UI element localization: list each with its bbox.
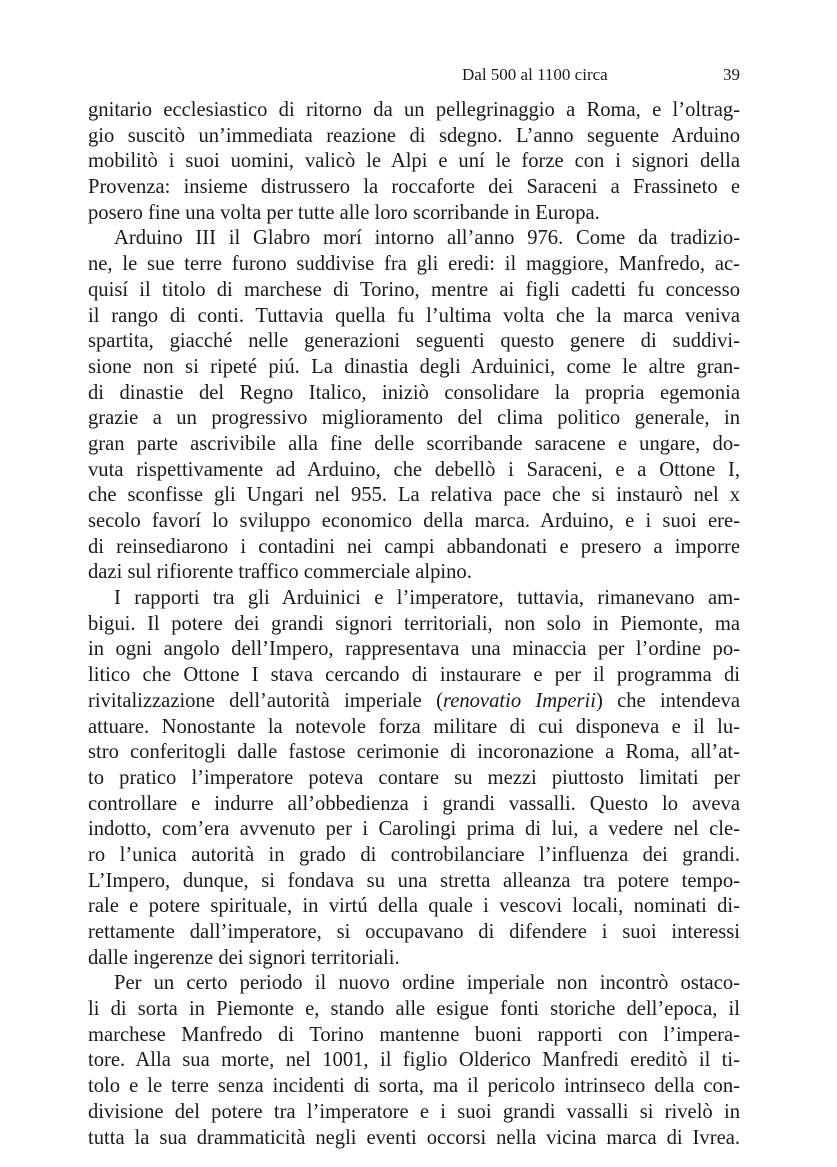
text-line: [88, 1074, 740, 1100]
text-line-segment: li di sorta in Piemonte e, stando alle esigue fonti storiche dell’epoca, il: [88, 998, 740, 1021]
text-line: [88, 201, 740, 227]
text-line-segment: di reinsediarono i contadini nei campi abbandonati e presero a imporre: [88, 535, 740, 558]
text-line: [88, 458, 740, 484]
text-line: [88, 946, 740, 972]
text-line: [88, 740, 740, 766]
text-line-segment: grazie a un progressivo miglioramento del clima politico generale, in: [88, 407, 740, 430]
text-line-segment: gran parte ascrivibile alla fine delle scorribande saracene e ungare, do-: [88, 432, 740, 455]
text-line: [88, 715, 740, 741]
text-line: [88, 586, 740, 612]
text-line: [88, 560, 740, 586]
text-line: [88, 766, 740, 792]
text-line: [88, 509, 740, 535]
text-line: [88, 997, 740, 1023]
text-line-segment: Per un certo periodo il nuovo ordine imperiale non incontrò ostaco-: [114, 972, 740, 995]
text-line-segment: rivitalizzazione dell’autorità imperiale (: [88, 689, 443, 712]
text-line: [88, 971, 740, 997]
text-line: [88, 226, 740, 252]
text-line-segment: L’Impero, dunque, si fondava su una stretta alleanza tra potere tempo-: [88, 869, 740, 892]
text-line-segment: secolo favorí lo sviluppo economico della marca. Arduino, e i suoi ere-: [88, 510, 740, 532]
text-line-segment: tore. Alla sua morte, nel 1001, il figlio Olderico Manfredi ereditò il ti-: [88, 1049, 740, 1072]
text-line: [88, 304, 740, 330]
text-line: [88, 124, 740, 150]
text-line: [88, 278, 740, 304]
text-line-segment: sione non si ripeté piú. La dinastia degli Arduinici, come le altre gran-: [88, 355, 740, 378]
text-line: [88, 817, 740, 843]
italic-phrase: renovatio Imperii: [442, 689, 596, 712]
text-line-segment: ro l’unica autorità in grado di controbilanciare l’influenza dei grandi.: [88, 843, 740, 866]
text-line: [88, 406, 740, 432]
text-line-segment: ) che intendeva: [596, 689, 740, 712]
text-line: [88, 1100, 740, 1126]
text-line-segment: to pratico l’imperatore poteva contare su mezzi piuttosto limitati per: [88, 766, 740, 789]
text-line: [88, 843, 740, 869]
text-line: [88, 252, 740, 278]
text-line: [88, 175, 740, 201]
text-line-segment: quisí il titolo di marchese di Torino, mentre ai figli cadetti fu concesso: [88, 278, 740, 301]
text-line: [88, 98, 740, 124]
text-line-segment: bigui. Il potere dei grandi signori territoriali, non solo in Piemonte, ma: [88, 612, 740, 635]
text-line-segment: dazi sul rifiorente traffico commerciale alpino.: [88, 561, 472, 584]
body-text: [88, 98, 740, 1151]
text-line: [88, 355, 740, 381]
text-line-segment: tolo e le terre senza incidenti di sorta, ma il pericolo intrinseco della con-: [88, 1075, 740, 1098]
text-line-segment: Arduino III il Glabro morí intorno all’anno 976. Come da tradizio-: [114, 227, 740, 250]
text-line-segment: posero fine una volta per tutte alle loro scorribande in Europa.: [88, 201, 600, 224]
text-line-segment: stro conferitogli dalle fastose cerimonie di incoronazione a Roma, all’at-: [88, 741, 740, 764]
text-line-segment: I rapporti tra gli Arduinici e l’imperatore, tuttavia, rimanevano am-: [114, 587, 740, 610]
text-line-segment: il rango di conti. Tuttavia quella fu l’ultima volta che la marca veniva: [88, 304, 740, 327]
page-number: 39: [723, 65, 740, 84]
text-line-segment: di dinastie del Regno Italico, iniziò consolidare la propria egemonia: [88, 381, 740, 404]
text-line-segment: mobilitò i suoi uomini, valicò le Alpi e uní le forze con i signori della: [88, 150, 740, 173]
text-line-segment: gio suscitò un’immediata reazione di sdegno. L’anno seguente Arduino: [88, 124, 740, 147]
text-line: [88, 1126, 740, 1152]
text-line-segment: litico che Ottone I stava cercando di instaurare e per il programma di: [88, 664, 740, 687]
text-line: [88, 381, 740, 407]
text-line-segment: controllare e indurre all’obbedienza i grandi vassalli. Questo lo aveva: [88, 792, 740, 815]
text-line-segment: divisione del potere tra l’imperatore e i suoi grandi vassalli si rivelò in: [88, 1100, 740, 1123]
text-line-segment: tutta la sua drammaticità negli eventi occorsi nella vicina marca di Ivrea.: [88, 1126, 740, 1149]
text-line-segment: spartita, giacché nelle generazioni seguenti questo genere di suddivi-: [88, 330, 740, 353]
text-line: [88, 920, 740, 946]
text-line-segment: in ogni angolo dell’Impero, rappresentava una minaccia per l’ordine po-: [88, 638, 740, 661]
text-line-segment: ne, le sue terre furono suddivise fra gli eredi: il maggiore, Manfredo, ac-: [88, 253, 740, 276]
text-line-segment: gnitario ecclesiastico di ritorno da un pellegrinaggio a Roma, e l’oltrag-: [88, 99, 740, 121]
text-line: [88, 637, 740, 663]
text-line-segment: dalle ingerenze dei signori territoriali.: [88, 946, 400, 969]
text-line-segment: rale e potere spirituale, in virtú della quale i vescovi locali, nominati di-: [88, 895, 740, 918]
text-line-segment: marchese Manfredo di Torino mantenne buoni rapporti con l’impera-: [88, 1023, 740, 1046]
text-line: [88, 663, 740, 689]
running-head: [462, 62, 740, 88]
text-line-segment: rettamente dall’imperatore, si occupavano di difendere i suoi interessi: [88, 921, 740, 943]
text-line: [88, 689, 740, 715]
running-title: Dal 500 al 1100 circa: [462, 65, 608, 84]
text-line: [88, 612, 740, 638]
text-line: [88, 1023, 740, 1049]
text-line: [88, 535, 740, 561]
text-line: [88, 792, 740, 818]
text-line: [88, 869, 740, 895]
text-line: [88, 432, 740, 458]
text-line: [88, 894, 740, 920]
text-line-segment: che sconfisse gli Ungari nel 955. La relativa pace che si instaurò nel x: [88, 484, 740, 507]
text-line-segment: vuta rispettivamente ad Arduino, che debellò i Saraceni, e a Ottone I,: [88, 458, 740, 481]
text-line-segment: Provenza: insieme distrussero la roccaforte dei Saraceni a Frassineto e: [88, 176, 740, 199]
text-line: [88, 1048, 740, 1074]
text-line: [88, 483, 740, 509]
text-line: [88, 149, 740, 175]
text-line: [88, 329, 740, 355]
text-line-segment: indotto, com’era avvenuto per i Carolingi prima di lui, a vedere nel cle-: [88, 818, 740, 841]
text-line-segment: attuare. Nonostante la notevole forza militare di cui disponeva e il lu-: [88, 715, 740, 738]
